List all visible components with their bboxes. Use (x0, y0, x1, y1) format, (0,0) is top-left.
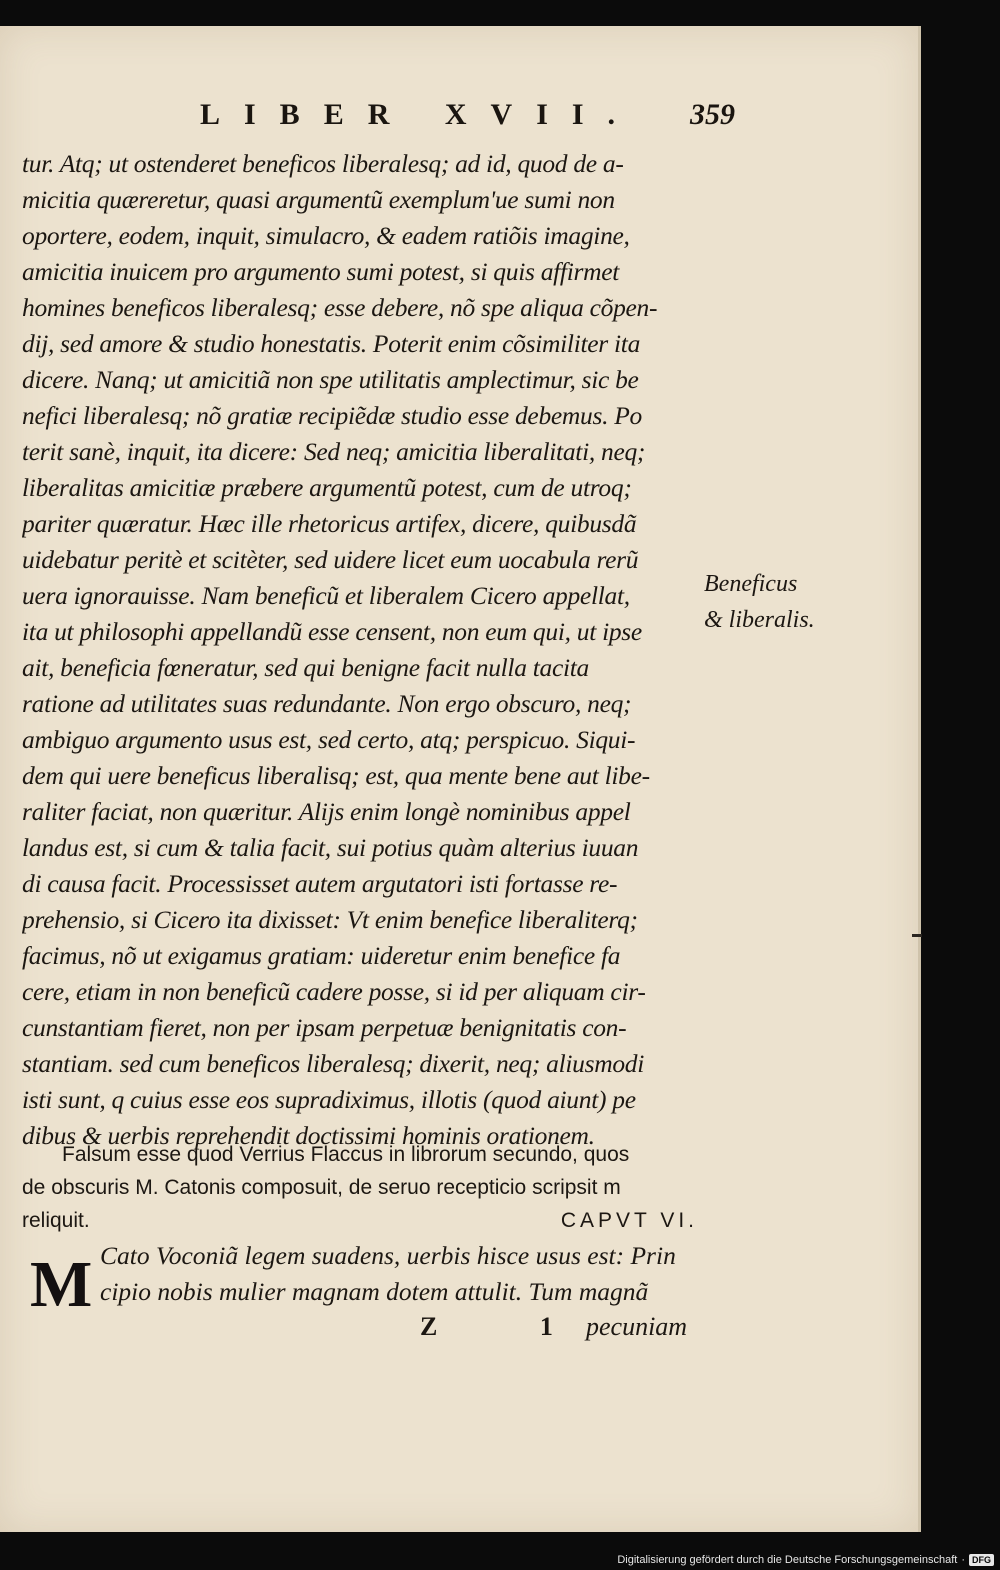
text-line: terit sanè, inquit, ita dicere: Sed neq; amicitia liberalitati, neq; (22, 437, 646, 466)
text-line: uidebatur peritè et scitèter, sed uidere licet eum uocabula rerũ (22, 545, 639, 574)
text-line: oportere, eodem, inquit, simulacro, & eadem ratiõis imagine, (22, 221, 630, 250)
book-page (0, 26, 921, 1532)
text-line: pariter quæratur. Hæc ille rhetoricus artifex, dicere, quibusdã (22, 509, 637, 538)
rubric-line: reliquit. (22, 1209, 90, 1232)
text-line: raliter faciat, non quæritur. Alijs enim longè nominibus appel (22, 797, 631, 826)
digitization-credit (617, 1554, 994, 1566)
marginal-note (704, 566, 904, 638)
text-line: uera ignorauisse. Nam beneficũ et liberalem Cicero appellat, (22, 581, 630, 610)
text-line: Cato Voconiã legem suadens, uerbis hisce usus est: Prin (100, 1241, 676, 1270)
marginal-note-line: Beneficus (704, 571, 798, 597)
text-line: ait, beneficia fœneratur, sed qui benigne facit nulla tacita (22, 653, 590, 682)
text-line: amicitia inuicem pro argumento sumi potest, si quis affirmet (22, 257, 620, 286)
text-line: liberalitas amicitiæ præbere argumentũ potest, cum de utroq; (22, 473, 632, 502)
text-line: dem qui uere beneficus liberalisq; est, qua mente bene aut libe- (22, 761, 650, 790)
text-line: dicere. Nanq; ut amicitiã non spe utilitatis amplectimur, sic be (22, 365, 639, 394)
rubric-line: de obscuris M. Catonis composuit, de seruo recepticio scripsit m (22, 1176, 621, 1199)
folio-number: 359 (690, 98, 735, 131)
text-line: dij, sed amore & studio honestatis. Poterit enim cõsimiliter ita (22, 329, 641, 358)
page-edge-mark (912, 934, 922, 937)
text-line: facimus, nõ ut exigamus gratiam: uideretur enim benefice fa (22, 941, 621, 970)
main-text-block (22, 146, 698, 1154)
running-title: LIBER XVII. (200, 98, 640, 131)
drop-initial: M (30, 1248, 93, 1321)
signature-mark: Z 1 (420, 1312, 601, 1341)
text-line: dibus & uerbis reprehendit doctissimi hominis orationem. (22, 1121, 595, 1150)
text-line: stantiam. sed cum beneficos liberalesq; dixerit, neq; aliusmodi (22, 1049, 645, 1078)
chapter-text-block (100, 1238, 698, 1310)
separator: · (961, 1554, 965, 1566)
catchword: pecuniam (586, 1312, 688, 1341)
dfg-logo: DFG (969, 1554, 994, 1566)
text-line: di causa facit. Processisset autem argutatori isti fortasse re- (22, 869, 618, 898)
credit-text: Digitalisierung gefördert durch die Deutsche Forschungsgemeinschaft (617, 1554, 958, 1566)
chapter-heading: CAPVT VI. (560, 1209, 698, 1232)
text-line: homines beneficos liberalesq; esse debere, nõ spe aliqua cõpen- (22, 293, 658, 322)
marginal-note-line: & liberalis. (704, 607, 815, 633)
text-line: ita ut philosophi appellandũ esse censent, non eum qui, ut ipse (22, 617, 642, 646)
text-line: cere, etiam in non beneficũ cadere posse, si id per aliquam cir- (22, 977, 646, 1006)
text-line: ambiguo argumento usus est, sed certo, atq; perspicuo. Siqui- (22, 725, 636, 754)
text-line: nefici liberalesq; nõ gratiæ recipiẽdæ studio esse debemus. Po (22, 401, 642, 430)
text-line: tur. Atq; ut ostenderet beneficos liberalesq; ad id, quod de a- (22, 149, 624, 178)
text-line: cunstantiam fieret, non per ipsam perpetuæ benignitatis con- (22, 1013, 627, 1042)
text-line: ratione ad utilitates suas redundante. Non ergo obscuro, neq; (22, 689, 632, 718)
text-line: landus est, si cum & talia facit, sui potius quàm alterius iuuan (22, 833, 639, 862)
chapter-rubric (22, 1138, 698, 1237)
text-line: cipio nobis mulier magnam dotem attulit. Tum magnã (100, 1277, 649, 1306)
rubric-line-last (22, 1204, 698, 1237)
text-line: micitia quæreretur, quasi argumentũ exemplum'ue sumi non (22, 185, 615, 214)
text-line: prehensio, si Cicero ita dixisset: Vt enim benefice liberaliterq; (22, 905, 638, 934)
text-line: isti sunt, q cuius esse eos supradiximus, illotis (quod aiunt) pe (22, 1085, 636, 1114)
page-header (0, 98, 918, 138)
rubric-line: Falsum esse quod Verrius Flaccus in librorum secundo, quos (62, 1143, 630, 1166)
